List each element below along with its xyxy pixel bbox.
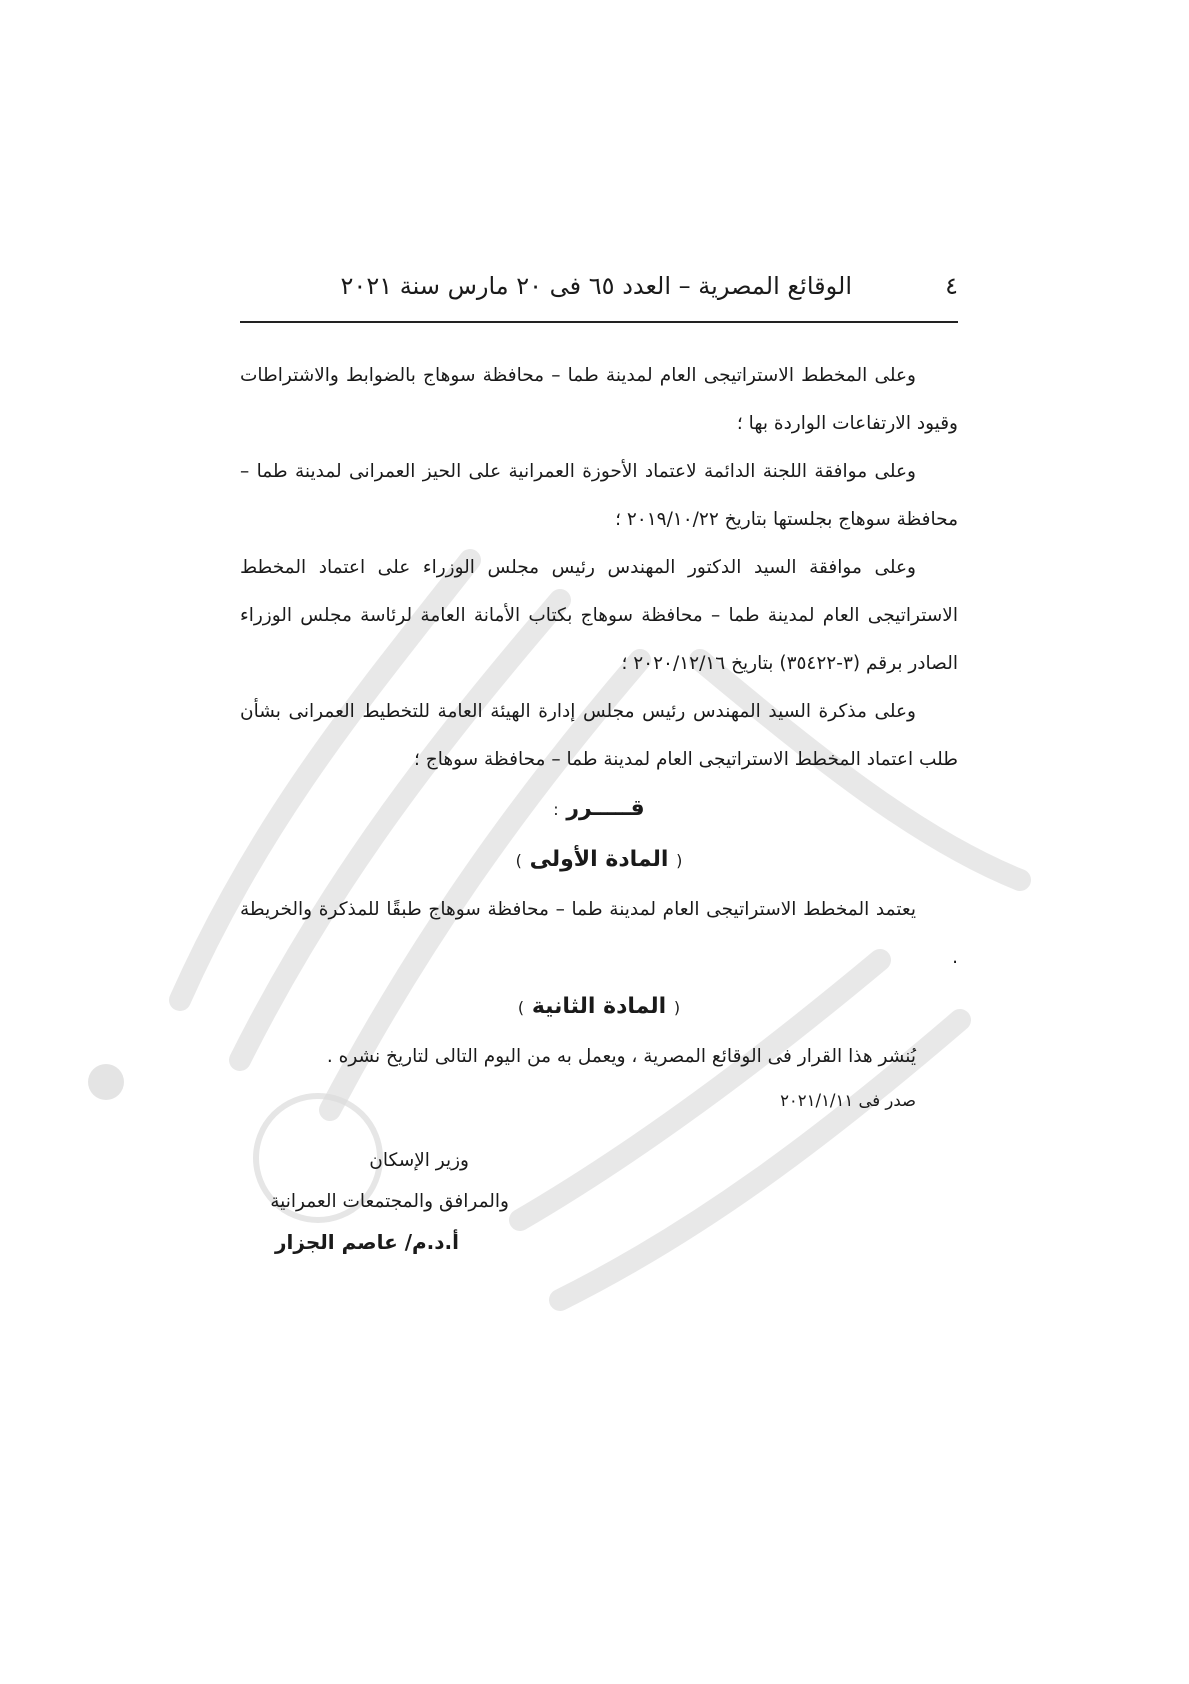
signature-name: أ.د.م/ عاصم الجزار <box>275 1230 459 1254</box>
paragraph: وعلى موافقة اللجنة الدائمة لاعتماد الأحوزة العمرانية على الحيز العمرانى لمدينة طما – محافظة سوهاج بجلستها بتاريخ ٢٠١٩/١٠/٢٢ ؛ <box>240 461 958 530</box>
issue-date: صدر فى ٢٠٢١/١/١١ <box>780 1091 916 1110</box>
paragraph: وعلى المخطط الاستراتيجى العام لمدينة طما – محافظة سوهاج بالضوابط والاشتراطات وقيود الارتفاعات الواردة بها ؛ <box>240 365 958 434</box>
page-header <box>240 268 958 308</box>
header-divider <box>240 321 958 323</box>
article1-title: ( المادة الأولى ) <box>515 847 683 872</box>
article2-text: يُنشر هذا القرار فى الوقائع المصرية ، ويعمل به من اليوم التالى لتاريخ نشره . <box>326 1046 916 1067</box>
paragraph: وعلى موافقة السيد الدكتور المهندس رئيس مجلس الوزراء على اعتماد المخطط الاستراتيجى العام لمدينة طما – محافظة سوهاج بكتاب الأمانة العامة لرئاسة مجلس الوزراء الصادر برقم (٣-٣٥٤٢٢) بتاريخ ٢٠٢٠/١٢/١٦ ؛ <box>240 557 958 674</box>
decision-word: قـــــرر <box>566 796 645 821</box>
signature-block <box>270 1140 509 1263</box>
decision-heading <box>240 784 958 835</box>
article1-text: يعتمد المخطط الاستراتيجى العام لمدينة طما – محافظة سوهاج طبقًا للمذكرة والخريطة . <box>240 899 958 968</box>
article2-title: ( المادة الثانية ) <box>517 994 681 1019</box>
paragraph: وعلى مذكرة السيد المهندس رئيس مجلس إدارة الهيئة العامة للتخطيط العمرانى بشأن طلب اعتماد المخطط الاستراتيجى العام لمدينة طما – محافظة سوهاج ؛ <box>240 701 958 770</box>
signature-title-line1: وزير الإسكان <box>369 1150 469 1171</box>
watermark-dot <box>88 1064 124 1100</box>
signature-title-line2: والمرافق والمجتمعات العمرانية <box>270 1191 509 1212</box>
decision-colon: : <box>553 800 559 819</box>
gazette-title: الوقائع المصرية – العدد ٦٥ فى ٢٠ مارس سنة ٢٠٢١ <box>340 272 852 300</box>
page-number: ٤ <box>945 272 958 300</box>
document-body <box>240 352 958 1121</box>
